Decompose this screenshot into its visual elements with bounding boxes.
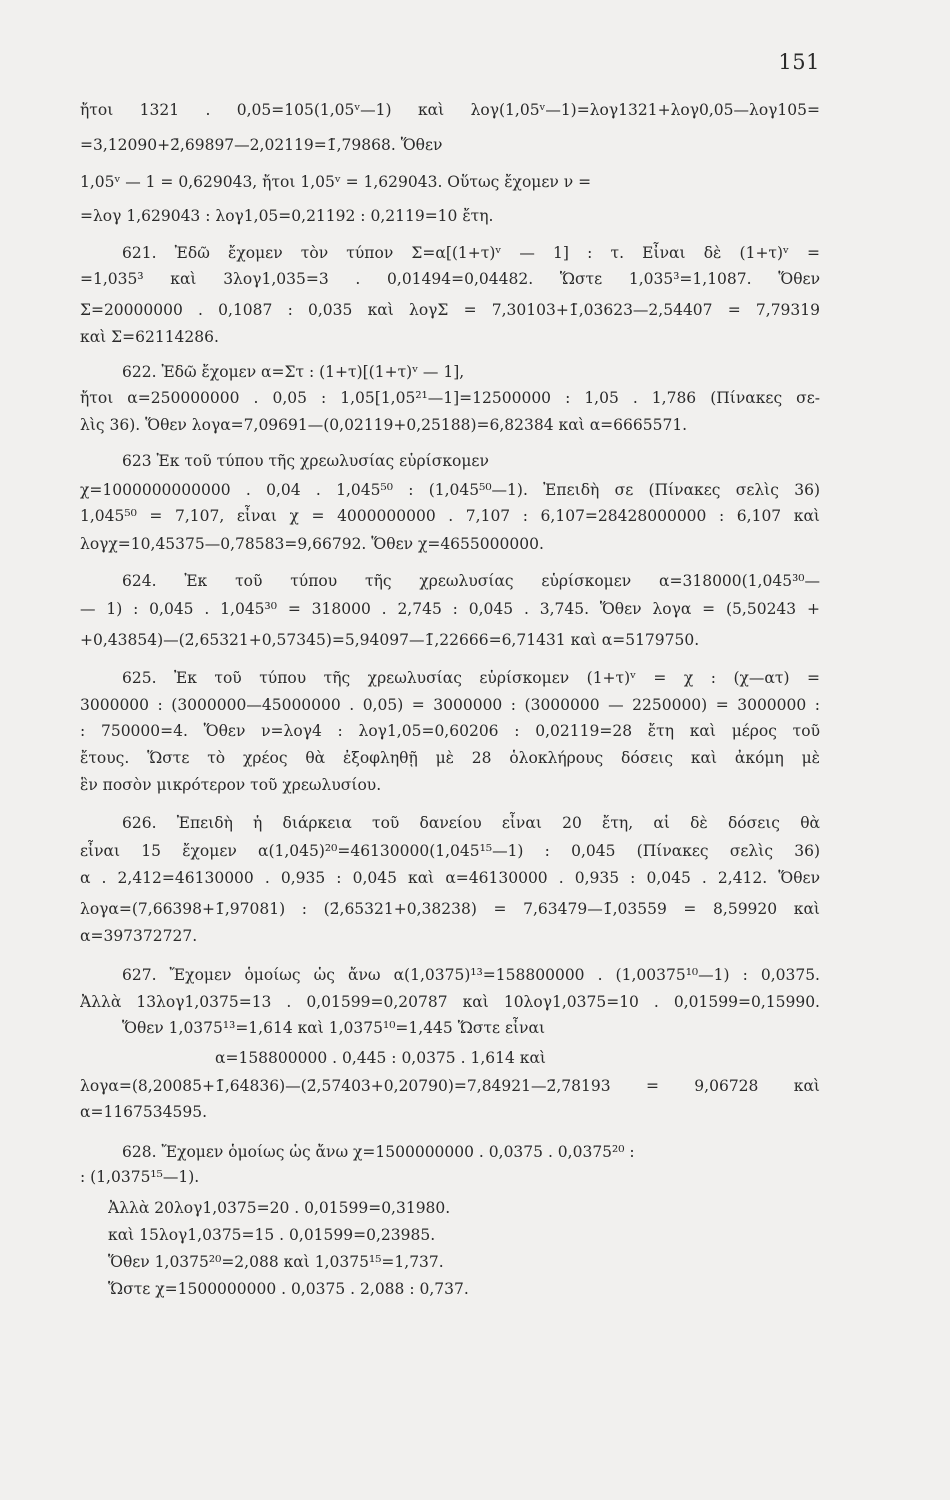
exercise-628-heading-line: 628. Ἔχομεν ὁμοίως ὡς ἄνω χ=1500000000 . 0,0375 . 0,0375²⁰ :: [122, 1143, 635, 1161]
text-line: =1,035³ καὶ 3λογ1,035=3 . 0,01494=0,04482. Ὥστε 1,035³=1,1087. Ὅθεν: [80, 270, 820, 288]
text-line: λογα=(8,20085+1̄,64836)—(2̄,57403+0,20790)=7,84921—2̄,78193 = 9,06728 καὶ: [80, 1077, 820, 1095]
text-line: +0,43854)—(2̄,65321+0,57345)=5,94097—1̄,22666=6,71431 καὶ α=5179750.: [80, 631, 700, 649]
text-line: καὶ 15λογ1,0375=15 . 0,01599=0,23985.: [108, 1226, 436, 1244]
text-line: Σ=20000000 . 0,1087 : 0,035 καὶ λογΣ = 7,30103+1̄,03623—2,54407 = 7,79319: [80, 301, 820, 319]
page-number: 151: [778, 50, 820, 74]
exercise-624-heading-line: 624. Ἐκ τοῦ τύπου τῆς χρεωλυσίας εὑρίσκομεν α=318000(1,045³⁰—: [122, 572, 820, 590]
text-line: Ἀλλὰ 20λογ1,0375=20 . 0,01599=0,31980.: [108, 1199, 451, 1217]
text-line: α=397372727.: [80, 927, 198, 945]
exercise-627-heading-line: 627. Ἔχομεν ὁμοίως ὡς ἄνω α(1,0375)¹³=158800000 . (1,00375¹⁰—1) : 0,0375.: [122, 966, 820, 984]
text-line: α=158800000 . 0,445 : 0,0375 . 1,614 καὶ: [215, 1049, 546, 1067]
text-line: : (1,0375¹⁵—1).: [80, 1168, 200, 1186]
text-line: ἤτοι 1321 . 0,05=105(1,05ᵛ—1) καὶ λογ(1,05ᵛ—1)=λογ1321+λογ0,05—λογ105=: [80, 101, 820, 119]
text-line: ἤτοι α=250000000 . 0,05 : 1,05[1,05²¹—1]=12500000 : 1,05 . 1,786 (Πίνακες σε-: [80, 389, 820, 407]
text-line: Ὅθεν 1,0375²⁰=2,088 καὶ 1,0375¹⁵=1,737.: [108, 1253, 444, 1271]
exercise-623-heading-line: 623 Ἐκ τοῦ τύπου τῆς χρεωλυσίας εὑρίσκομεν: [122, 452, 489, 470]
text-line: ἔτους. Ὥστε τὸ χρέος θὰ ἐξοφληθῇ μὲ 28 ὁλοκλήρους δόσεις καὶ ἀκόμη μὲ: [80, 749, 820, 767]
exercise-625-heading-line: 625. Ἐκ τοῦ τύπου τῆς χρεωλυσίας εὑρίσκομεν (1+τ)ᵛ = χ : (χ—ατ) =: [122, 669, 820, 687]
text-line: 1,05ᵛ — 1 = 0,629043, ἤτοι 1,05ᵛ = 1,629043. Οὕτως ἔχομεν ν =: [80, 173, 592, 191]
exercise-622-heading-line: 622. Ἐδῶ ἔχομεν α=Στ : (1+τ)[(1+τ)ᵛ — 1],: [122, 363, 465, 381]
text-line: α=1167534595.: [80, 1103, 207, 1121]
text-line: 3000000 : (3000000—45000000 . 0,05) = 3000000 : (3000000 — 2250000) = 3000000 :: [80, 696, 820, 714]
text-line: χ=1000000000000 . 0,04 . 1,045⁵⁰ : (1,045⁵⁰—1). Ἐπειδὴ σε (Πίνακες σελὶς 36): [80, 481, 820, 499]
text-line: : 750000=4. Ὅθεν ν=λογ4 : λογ1,05=0,60206 : 0,02119=28 ἔτη καὶ μέρος τοῦ: [80, 722, 820, 740]
exercise-626-heading-line: 626. Ἐπειδὴ ἡ διάρκεια τοῦ δανείου εἶναι 20 ἔτη, αἱ δὲ δόσεις θὰ: [122, 814, 820, 832]
exercise-621-heading-line: 621. Ἐδῶ ἔχομεν τὸν τύπον Σ=α[(1+τ)ᵛ — 1] : τ. Εἶναι δὲ (1+τ)ᵛ =: [122, 244, 820, 262]
text-line: ἓν ποσὸν μικρότερον τοῦ χρεωλυσίου.: [80, 776, 382, 794]
text-line: =λογ 1,629043 : λογ1,05=0,21192 : 0,2119=10 ἔτη.: [80, 207, 494, 225]
text-line: 1,045⁵⁰ = 7,107, εἶναι χ = 4000000000 . 7,107 : 6,107=28428000000 : 6,107 καὶ: [80, 507, 820, 525]
text-line: λογα=(7,66398+1̄,97081) : (2̄,65321+0,38238) = 7,63479—1̄,03559 = 8,59920 καὶ: [80, 900, 820, 918]
text-line: — 1) : 0,045 . 1,045³⁰ = 318000 . 2,745 : 0,045 . 3,745. Ὅθεν λογα = (5,50243 +: [80, 600, 820, 618]
text-line: καὶ Σ=62114286.: [80, 328, 219, 346]
text-line: εἶναι 15 ἔχομεν α(1,045)²⁰=46130000(1,045¹⁵—1) : 0,045 (Πίνακες σελὶς 36): [80, 842, 820, 860]
text-line: α . 2,412=46130000 . 0,935 : 0,045 καὶ α=46130000 . 0,935 : 0,045 . 2,412. Ὅθεν: [80, 869, 820, 887]
text-line: λογχ=10,45375—0,78583=9,66792. Ὅθεν χ=4655000000.: [80, 535, 544, 553]
text-line: λὶς 36). Ὅθεν λογα=7,09691—(0,02119+0,25188)=6,82384 καὶ α=6665571.: [80, 416, 688, 434]
text-line: Ὅθεν 1,0375¹³=1,614 καὶ 1,0375¹⁰=1,445 Ὥστε εἶναι: [122, 1019, 546, 1037]
text-line: Ὥστε χ=1500000000 . 0,0375 . 2,088 : 0,737.: [108, 1280, 469, 1298]
text-line: =3,12090+2̄,69897—2,02119=1̄,79868. Ὅθεν: [80, 136, 443, 154]
text-line: Ἀλλὰ 13λογ1,0375=13 . 0,01599=0,20787 καὶ 10λογ1,0375=10 . 0,01599=0,15990.: [80, 993, 820, 1011]
